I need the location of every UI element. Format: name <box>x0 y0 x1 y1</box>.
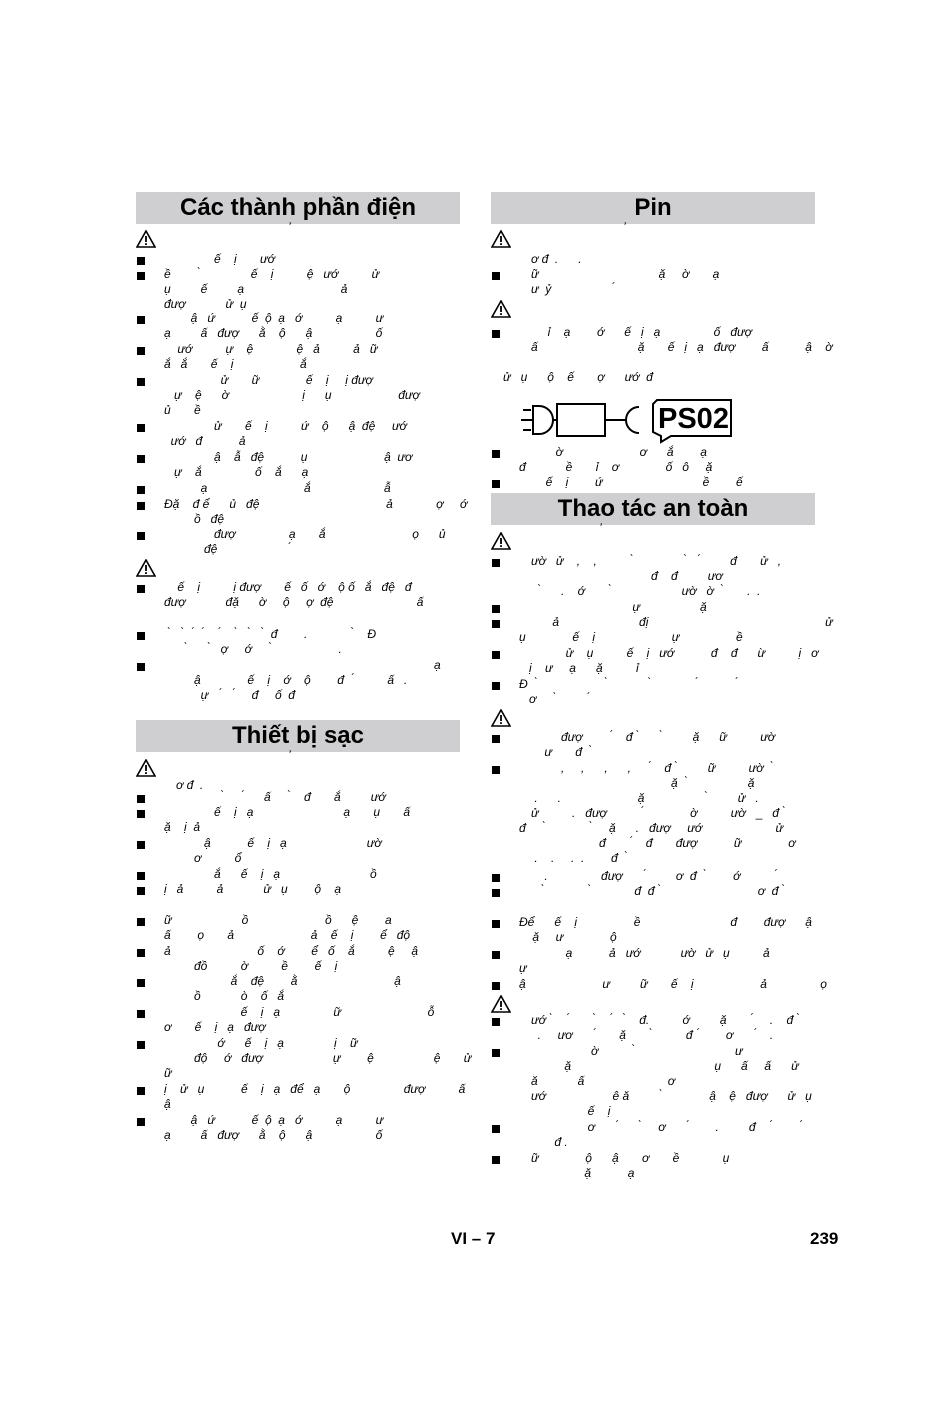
warning-triangle-icon <box>491 995 511 1015</box>
text-fragment: ̀ ́ ấ ̀ đ ắ ướ <box>164 790 386 804</box>
square-bullet-icon <box>137 1118 145 1126</box>
square-bullet-icon <box>137 887 145 895</box>
text-fragment: ơ ổ <box>164 851 242 865</box>
text-fragment: ả ố ớ ể ố ắ ệ ậ <box>164 944 419 958</box>
diacritic-fragment: ʼ <box>288 748 291 762</box>
text-fragment: ữ ặ ờ ạ <box>531 267 720 281</box>
square-bullet-icon <box>137 872 145 880</box>
text-fragment: ơ đ . . <box>531 252 582 266</box>
text-fragment: đồ ờ ề ế ị <box>164 959 338 973</box>
square-bullet-icon <box>137 632 145 640</box>
text-fragment: ắ ắ ế ị ắ <box>164 357 307 371</box>
text-fragment: ̀ . ớ ̀ ườ ờ ̀ . . <box>531 584 761 598</box>
section-safe-operation <box>491 493 833 1193</box>
text-fragment: ế ị ướ <box>164 252 275 266</box>
text-fragment: ề ̀ ế ị ệ ướ ử <box>164 267 380 281</box>
section-title-electrical: Các thành phần điện <box>136 192 460 224</box>
text-fragment: ̀ ̀ ́ ́ ́ ̀ ̀ ̀ đ . ̀ Đ <box>164 627 377 641</box>
section-electrical <box>136 192 468 712</box>
square-bullet-icon <box>492 330 500 338</box>
text-fragment: ướ đ ả <box>164 434 246 448</box>
text-fragment: ườ ử , , ̀ ̀ ́ đ ử , <box>531 554 782 568</box>
text-fragment: ơ đ . <box>176 778 204 792</box>
square-bullet-icon <box>492 735 500 743</box>
text-fragment: Để ế ị ề đ đượ ậ <box>519 915 812 929</box>
text-fragment: . đượ ́ ơ đ ̀ ớ ́ <box>531 869 778 883</box>
text-fragment: độ ớ đượ ự ệ ệ ử <box>164 1051 472 1065</box>
text-fragment: ạ ấ đượ ằ ộ ậ ố <box>164 1128 383 1142</box>
square-bullet-icon <box>492 651 500 659</box>
text-fragment: ự ́ ́ đ ố đ <box>164 688 295 702</box>
section-battery <box>491 192 833 492</box>
square-bullet-icon <box>137 455 145 463</box>
text-fragment: . ươ ́ ặ ̀ đ ́ ơ ́ . <box>531 1028 774 1042</box>
square-bullet-icon <box>137 1087 145 1095</box>
text-fragment: ắ ế ị ạ ồ <box>164 867 377 881</box>
text-fragment: ồ đệ <box>164 512 225 526</box>
text-fragment: ả đị ử <box>519 615 833 629</box>
square-bullet-icon <box>137 979 145 987</box>
square-bullet-icon <box>137 532 145 540</box>
text-fragment: ướ ự ệ ệ ả ả ữ <box>164 342 378 356</box>
warning-triangle-icon <box>491 532 511 552</box>
square-bullet-icon <box>137 378 145 386</box>
text-fragment: ạ ắ ẫ <box>164 481 391 495</box>
text-fragment: ờ ̀ ư <box>531 1044 743 1058</box>
square-bullet-icon <box>492 620 500 628</box>
text-fragment: ư ỷ ́ <box>531 282 615 296</box>
square-bullet-icon <box>137 272 145 280</box>
text-fragment: ế ị ứ ề ế <box>519 475 743 489</box>
text-fragment: ử . đượ ́ ờ ườ ̲ đ ̀ <box>531 806 786 820</box>
square-bullet-icon <box>492 480 500 488</box>
text-fragment: Đặ đ ể ủ đệ ả ợ ớ <box>164 497 468 511</box>
square-bullet-icon <box>137 347 145 355</box>
text-fragment: ặ ị ả <box>164 820 201 834</box>
text-fragment: ị ử ụ ế ị ạ để ạ ộ đượ ấ <box>164 1082 466 1096</box>
battery-charger-symbol <box>519 396 739 444</box>
text-fragment: ử ụ ộ ế ợ ướ đ <box>503 370 653 384</box>
text-fragment: ủ ề <box>164 403 201 417</box>
square-bullet-icon <box>137 486 145 494</box>
text-fragment: ư đ ̀ <box>531 745 592 759</box>
square-bullet-icon <box>492 272 500 280</box>
text-fragment: ự ặ <box>519 600 707 614</box>
text-fragment: ặ ụ ấ ấ ử <box>531 1059 799 1073</box>
warning-triangle-icon <box>136 230 156 250</box>
square-bullet-icon <box>492 1049 500 1057</box>
square-bullet-icon <box>137 949 145 957</box>
text-fragment: ỉ ạ ớ ế ị ạ ố đượ <box>531 325 752 339</box>
text-fragment: ậ ế ị ớ ộ đ ́ ấ . <box>164 673 408 687</box>
diacritic-fragment: ʼ <box>623 220 626 234</box>
square-bullet-icon <box>492 951 500 959</box>
warning-triangle-icon <box>491 230 511 250</box>
text-fragment: đ ́ đ đượ ữ ơ <box>519 836 796 850</box>
text-fragment: ị ả ả ử ụ ộ ạ <box>164 882 341 896</box>
square-bullet-icon <box>492 1018 500 1026</box>
square-bullet-icon <box>137 502 145 510</box>
text-fragment: đ . <box>531 1135 568 1149</box>
text-fragment: ă ấ ơ <box>531 1074 675 1088</box>
text-fragment: ơ ́ ̀ ơ ́ . đ ́ ́ <box>531 1120 803 1134</box>
warning-triangle-icon <box>136 559 156 579</box>
text-fragment: ử ữ ế ị ị đượ <box>164 373 373 387</box>
square-bullet-icon <box>492 450 500 458</box>
square-bullet-icon <box>492 982 500 990</box>
text-fragment: ặ ̀ ặ <box>531 776 755 790</box>
text-fragment: ế ị ạ ữ ỗ <box>164 1005 435 1019</box>
text-fragment: ơ ế ị ạ đượ <box>164 1020 266 1034</box>
text-fragment: ướ ̀ ́ ̀ ́ ̀ đ. ớ ặ ́ . đ ̀ <box>531 1013 800 1027</box>
square-bullet-icon <box>137 257 145 265</box>
text-fragment: ụ ế ạ ả <box>164 282 348 296</box>
text-fragment: ắ đệ ằ ậ <box>164 974 401 988</box>
text-fragment: . . ặ ̀ ử . <box>531 791 759 805</box>
warning-triangle-icon <box>491 300 511 320</box>
section-title-charger: Thiết bị sạc <box>136 720 460 752</box>
text-fragment: đ đ ươ <box>531 569 723 583</box>
text-fragment: đượ đặ ờ ộ ợ đệ ấ <box>164 595 424 609</box>
square-bullet-icon <box>137 918 145 926</box>
square-bullet-icon <box>137 795 145 803</box>
text-fragment: ế ị ạ ạ ụ ấ <box>164 805 411 819</box>
text-fragment: đượ ́ đ ̀ ̀ ặ ữ ườ <box>531 730 776 744</box>
text-fragment: đ ̀ ̀ ặ . đượ ướ ử <box>519 821 784 835</box>
text-fragment: đượ ạ ắ ọ ủ <box>164 527 446 541</box>
square-bullet-icon <box>492 682 500 690</box>
warning-triangle-icon <box>136 759 156 779</box>
square-bullet-icon <box>492 605 500 613</box>
section-title-safe-operation: Thao tác an toàn <box>491 493 815 525</box>
square-bullet-icon <box>492 920 500 928</box>
square-bullet-icon <box>492 1156 500 1164</box>
square-bullet-icon <box>137 585 145 593</box>
square-bullet-icon <box>492 1125 500 1133</box>
text-fragment: ự <box>519 961 527 975</box>
square-bullet-icon <box>137 841 145 849</box>
text-fragment: ế ị ị đượ ế ố ớ ộ ố ắ đệ đ <box>164 580 412 594</box>
text-fragment: ậ ứ ế ộ ạ ớ ạ ư <box>164 1113 384 1127</box>
text-fragment: ử ụ ế ị ướ đ đ ừ ị ơ <box>519 646 819 660</box>
square-bullet-icon <box>137 316 145 324</box>
text-fragment: ậ ư ữ ế ị ả ọ <box>519 977 827 991</box>
text-fragment: ụ ế ị ự ề <box>519 630 743 644</box>
text-fragment: ạ ả ướ ườ ử ụ ả <box>519 946 770 960</box>
footer-language-code: VI – 7 <box>451 1229 496 1248</box>
text-fragment: ấ ặ ế ị ạ đượ ấ ậ ờ <box>531 340 833 354</box>
battery-symbol-code: PS02 <box>658 403 729 435</box>
square-bullet-icon <box>137 810 145 818</box>
square-bullet-icon <box>137 1041 145 1049</box>
text-fragment: ồ ò ố ắ <box>164 989 285 1003</box>
square-bullet-icon <box>137 1010 145 1018</box>
text-fragment: ấ ọ ả ả ế ị ể độ <box>164 928 411 942</box>
text-fragment: ặ ạ <box>531 1166 635 1180</box>
text-fragment: ử ế ị ứ ộ ậ đệ ướ <box>164 419 407 433</box>
text-fragment: ạ <box>164 658 441 672</box>
text-fragment: đ ề ỉ ơ ố ô ặ <box>519 460 713 474</box>
section-title-battery: Pin <box>491 192 815 224</box>
text-fragment: ậ ế ị ạ ườ <box>164 836 382 850</box>
text-fragment: ữ <box>164 1066 172 1080</box>
section-charger <box>136 720 472 1350</box>
square-bullet-icon <box>492 766 500 774</box>
text-fragment: ạ ấ đượ ằ ộ ậ ố <box>164 326 383 340</box>
square-bullet-icon <box>137 663 145 671</box>
text-fragment: ờ ơ ắ ạ <box>519 445 707 459</box>
text-fragment: ướ ê ă ̀ ậ ệ đượ ử ụ <box>531 1089 812 1103</box>
text-fragment: . . . . đ ̀ <box>531 851 628 865</box>
text-fragment: ự ắ ố ắ ạ <box>164 465 309 479</box>
footer-page-number: 239 <box>810 1229 839 1248</box>
text-fragment: ặ ư ộ <box>519 930 617 944</box>
square-bullet-icon <box>492 889 500 897</box>
text-fragment: Đ ̀ ̀ ̀ ́ ́ <box>519 677 738 691</box>
square-bullet-icon <box>492 559 500 567</box>
text-fragment: ậ <box>164 1097 171 1111</box>
diacritic-fragment: ʼ <box>599 521 602 535</box>
square-bullet-icon <box>137 424 145 432</box>
diacritic-fragment: ʼ <box>288 220 291 234</box>
text-fragment: ậ ứ ế ộ ạ ớ ạ ư <box>164 311 384 325</box>
text-fragment: ế ị <box>531 1104 611 1118</box>
warning-triangle-icon <box>491 709 511 729</box>
text-fragment: ậ ẫ đệ ụ ậ ươ <box>164 450 413 464</box>
text-fragment: ự ệ ờ ị ụ đượ <box>164 388 420 402</box>
text-fragment: đệ ́ <box>164 542 291 556</box>
text-fragment: ơ ̀ ́ <box>519 692 590 706</box>
text-fragment: ữ ồ ồ ệ a <box>164 913 392 927</box>
text-fragment: ớ ế ị ạ ị ữ <box>164 1036 358 1050</box>
text-fragment: đượ ử ụ <box>164 297 247 311</box>
text-fragment: ̀ ̀ đ đ ̀ ơ đ ̀ <box>531 884 785 898</box>
text-fragment: ị ư ạ ặ ỉ <box>519 661 639 675</box>
text-fragment: ̀ ̀ ợ ớ ̀ . <box>164 642 342 656</box>
text-fragment: , , , , ́ đ ̀ ữ ườ ̀ <box>531 761 774 775</box>
text-fragment: ữ ộ ậ ơ ề ụ <box>531 1151 730 1165</box>
square-bullet-icon <box>492 874 500 882</box>
